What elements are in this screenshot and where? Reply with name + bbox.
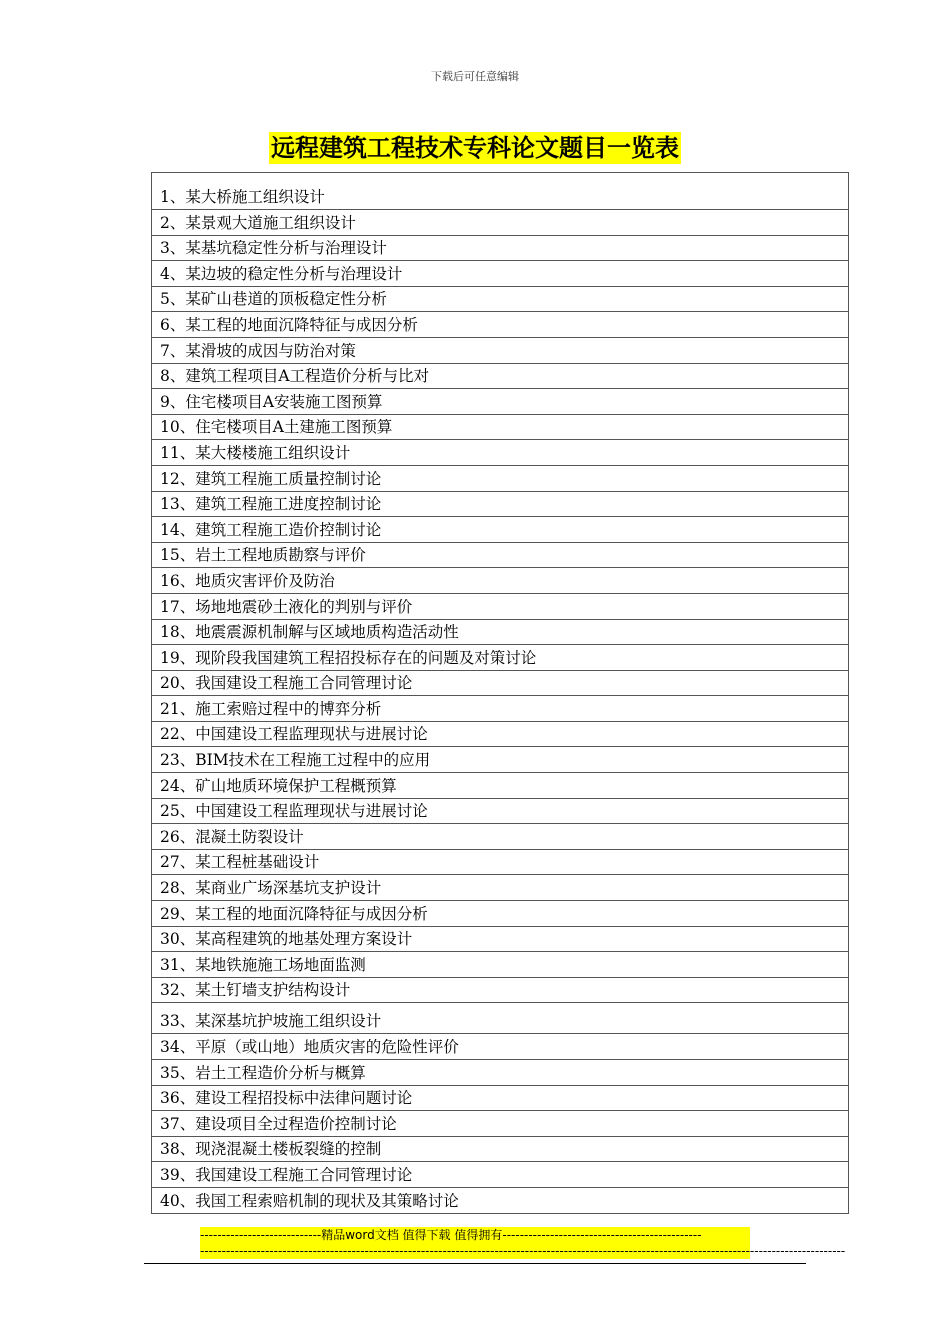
table-row <box>152 645 849 671</box>
table-row <box>152 747 849 773</box>
table-row <box>152 337 849 363</box>
topic-cell: 1、某大桥施工组织设计 <box>152 173 849 210</box>
topic-cell: 34、平原（或山地）地质灾害的危险性评价 <box>152 1034 849 1060</box>
topic-table <box>151 172 849 1214</box>
title-wrap <box>0 132 950 164</box>
topic-cell: 33、某深基坑护坡施工组织设计 <box>152 1003 849 1034</box>
topic-cell: 20、我国建设工程施工合同管理讨论 <box>152 670 849 696</box>
table-row <box>152 363 849 389</box>
topic-cell: 8、建筑工程项目A工程造价分析与比对 <box>152 363 849 389</box>
table-row <box>152 721 849 747</box>
topic-table-body <box>152 173 849 1214</box>
footer-line-1: ----------------------------精品word文档 值得下载 值得拥有---------------------------------------------- <box>200 1228 702 1242</box>
topic-cell: 19、现阶段我国建筑工程招投标存在的问题及对策讨论 <box>152 645 849 671</box>
table-row <box>152 773 849 799</box>
topic-cell: 12、建筑工程施工质量控制讨论 <box>152 465 849 491</box>
topic-cell: 35、岩土工程造价分析与概算 <box>152 1060 849 1086</box>
footer-banner <box>200 1227 846 1259</box>
table-row <box>152 977 849 1003</box>
topic-cell: 13、建筑工程施工进度控制讨论 <box>152 491 849 517</box>
table-row <box>152 1060 849 1086</box>
table-row <box>152 593 849 619</box>
topic-cell: 4、某边坡的稳定性分析与治理设计 <box>152 261 849 287</box>
table-row <box>152 312 849 338</box>
table-row <box>152 952 849 978</box>
table-row <box>152 1136 849 1162</box>
header-note: 下载后可任意编辑 <box>431 70 519 83</box>
table-row <box>152 235 849 261</box>
footer-line-2: ----------------------------------------------------------------------------------------------------------------------------------------------------- <box>200 1244 846 1258</box>
table-row <box>152 670 849 696</box>
topic-cell: 14、建筑工程施工造价控制讨论 <box>152 517 849 543</box>
topic-cell: 18、地震震源机制解与区域地质构造活动性 <box>152 619 849 645</box>
table-row <box>152 1003 849 1034</box>
topic-cell: 17、场地地震砂土液化的判别与评价 <box>152 593 849 619</box>
topic-cell: 10、住宅楼项目A土建施工图预算 <box>152 414 849 440</box>
table-row <box>152 1162 849 1188</box>
table-row <box>152 286 849 312</box>
topic-cell: 6、某工程的地面沉降特征与成因分析 <box>152 312 849 338</box>
table-row <box>152 901 849 927</box>
table-row <box>152 389 849 415</box>
footer-divider <box>144 1263 806 1264</box>
topic-cell: 21、施工索赔过程中的博弈分析 <box>152 696 849 722</box>
table-row <box>152 517 849 543</box>
topic-cell: 9、住宅楼项目A安装施工图预算 <box>152 389 849 415</box>
topic-cell: 29、某工程的地面沉降特征与成因分析 <box>152 901 849 927</box>
topic-cell: 15、岩土工程地质勘察与评价 <box>152 542 849 568</box>
topic-cell: 11、某大楼楼施工组织设计 <box>152 440 849 466</box>
table-row <box>152 210 849 236</box>
topic-cell: 7、某滑坡的成因与防治对策 <box>152 337 849 363</box>
topic-cell: 38、现浇混凝土楼板裂缝的控制 <box>152 1136 849 1162</box>
topic-cell: 25、中国建设工程监理现状与进展讨论 <box>152 798 849 824</box>
topic-cell: 39、我国建设工程施工合同管理讨论 <box>152 1162 849 1188</box>
page-title: 远程建筑工程技术专科论文题目一览表 <box>271 134 679 162</box>
topic-cell: 22、中国建设工程监理现状与进展讨论 <box>152 721 849 747</box>
table-row <box>152 849 849 875</box>
table-row <box>152 542 849 568</box>
table-row <box>152 440 849 466</box>
topic-cell: 31、某地铁施施工场地面监测 <box>152 952 849 978</box>
table-row <box>152 696 849 722</box>
table-row <box>152 414 849 440</box>
topic-cell: 37、建设项目全过程造价控制讨论 <box>152 1111 849 1137</box>
table-row <box>152 1085 849 1111</box>
table-row <box>152 798 849 824</box>
topic-cell: 24、矿山地质环境保护工程概预算 <box>152 773 849 799</box>
table-row <box>152 1111 849 1137</box>
topic-cell: 23、BIM技术在工程施工过程中的应用 <box>152 747 849 773</box>
topic-cell: 40、我国工程索赔机制的现状及其策略讨论 <box>152 1187 849 1213</box>
topic-cell: 28、某商业广场深基坑支护设计 <box>152 875 849 901</box>
table-row <box>152 491 849 517</box>
topic-cell: 30、某高程建筑的地基处理方案设计 <box>152 926 849 952</box>
table-row <box>152 875 849 901</box>
topic-cell: 5、某矿山巷道的顶板稳定性分析 <box>152 286 849 312</box>
table-row <box>152 1187 849 1213</box>
table-row <box>152 568 849 594</box>
topic-cell: 3、某基坑稳定性分析与治理设计 <box>152 235 849 261</box>
topic-cell: 27、某工程桩基础设计 <box>152 849 849 875</box>
table-row <box>152 824 849 850</box>
topic-cell: 36、建设工程招投标中法律问题讨论 <box>152 1085 849 1111</box>
table-row <box>152 926 849 952</box>
table-row <box>152 465 849 491</box>
topic-cell: 32、某土钉墙支护结构设计 <box>152 977 849 1003</box>
topic-cell: 26、混凝土防裂设计 <box>152 824 849 850</box>
table-row <box>152 173 849 210</box>
topic-cell: 2、某景观大道施工组织设计 <box>152 210 849 236</box>
table-row <box>152 619 849 645</box>
table-row <box>152 261 849 287</box>
table-row <box>152 1034 849 1060</box>
topic-cell: 16、地质灾害评价及防治 <box>152 568 849 594</box>
